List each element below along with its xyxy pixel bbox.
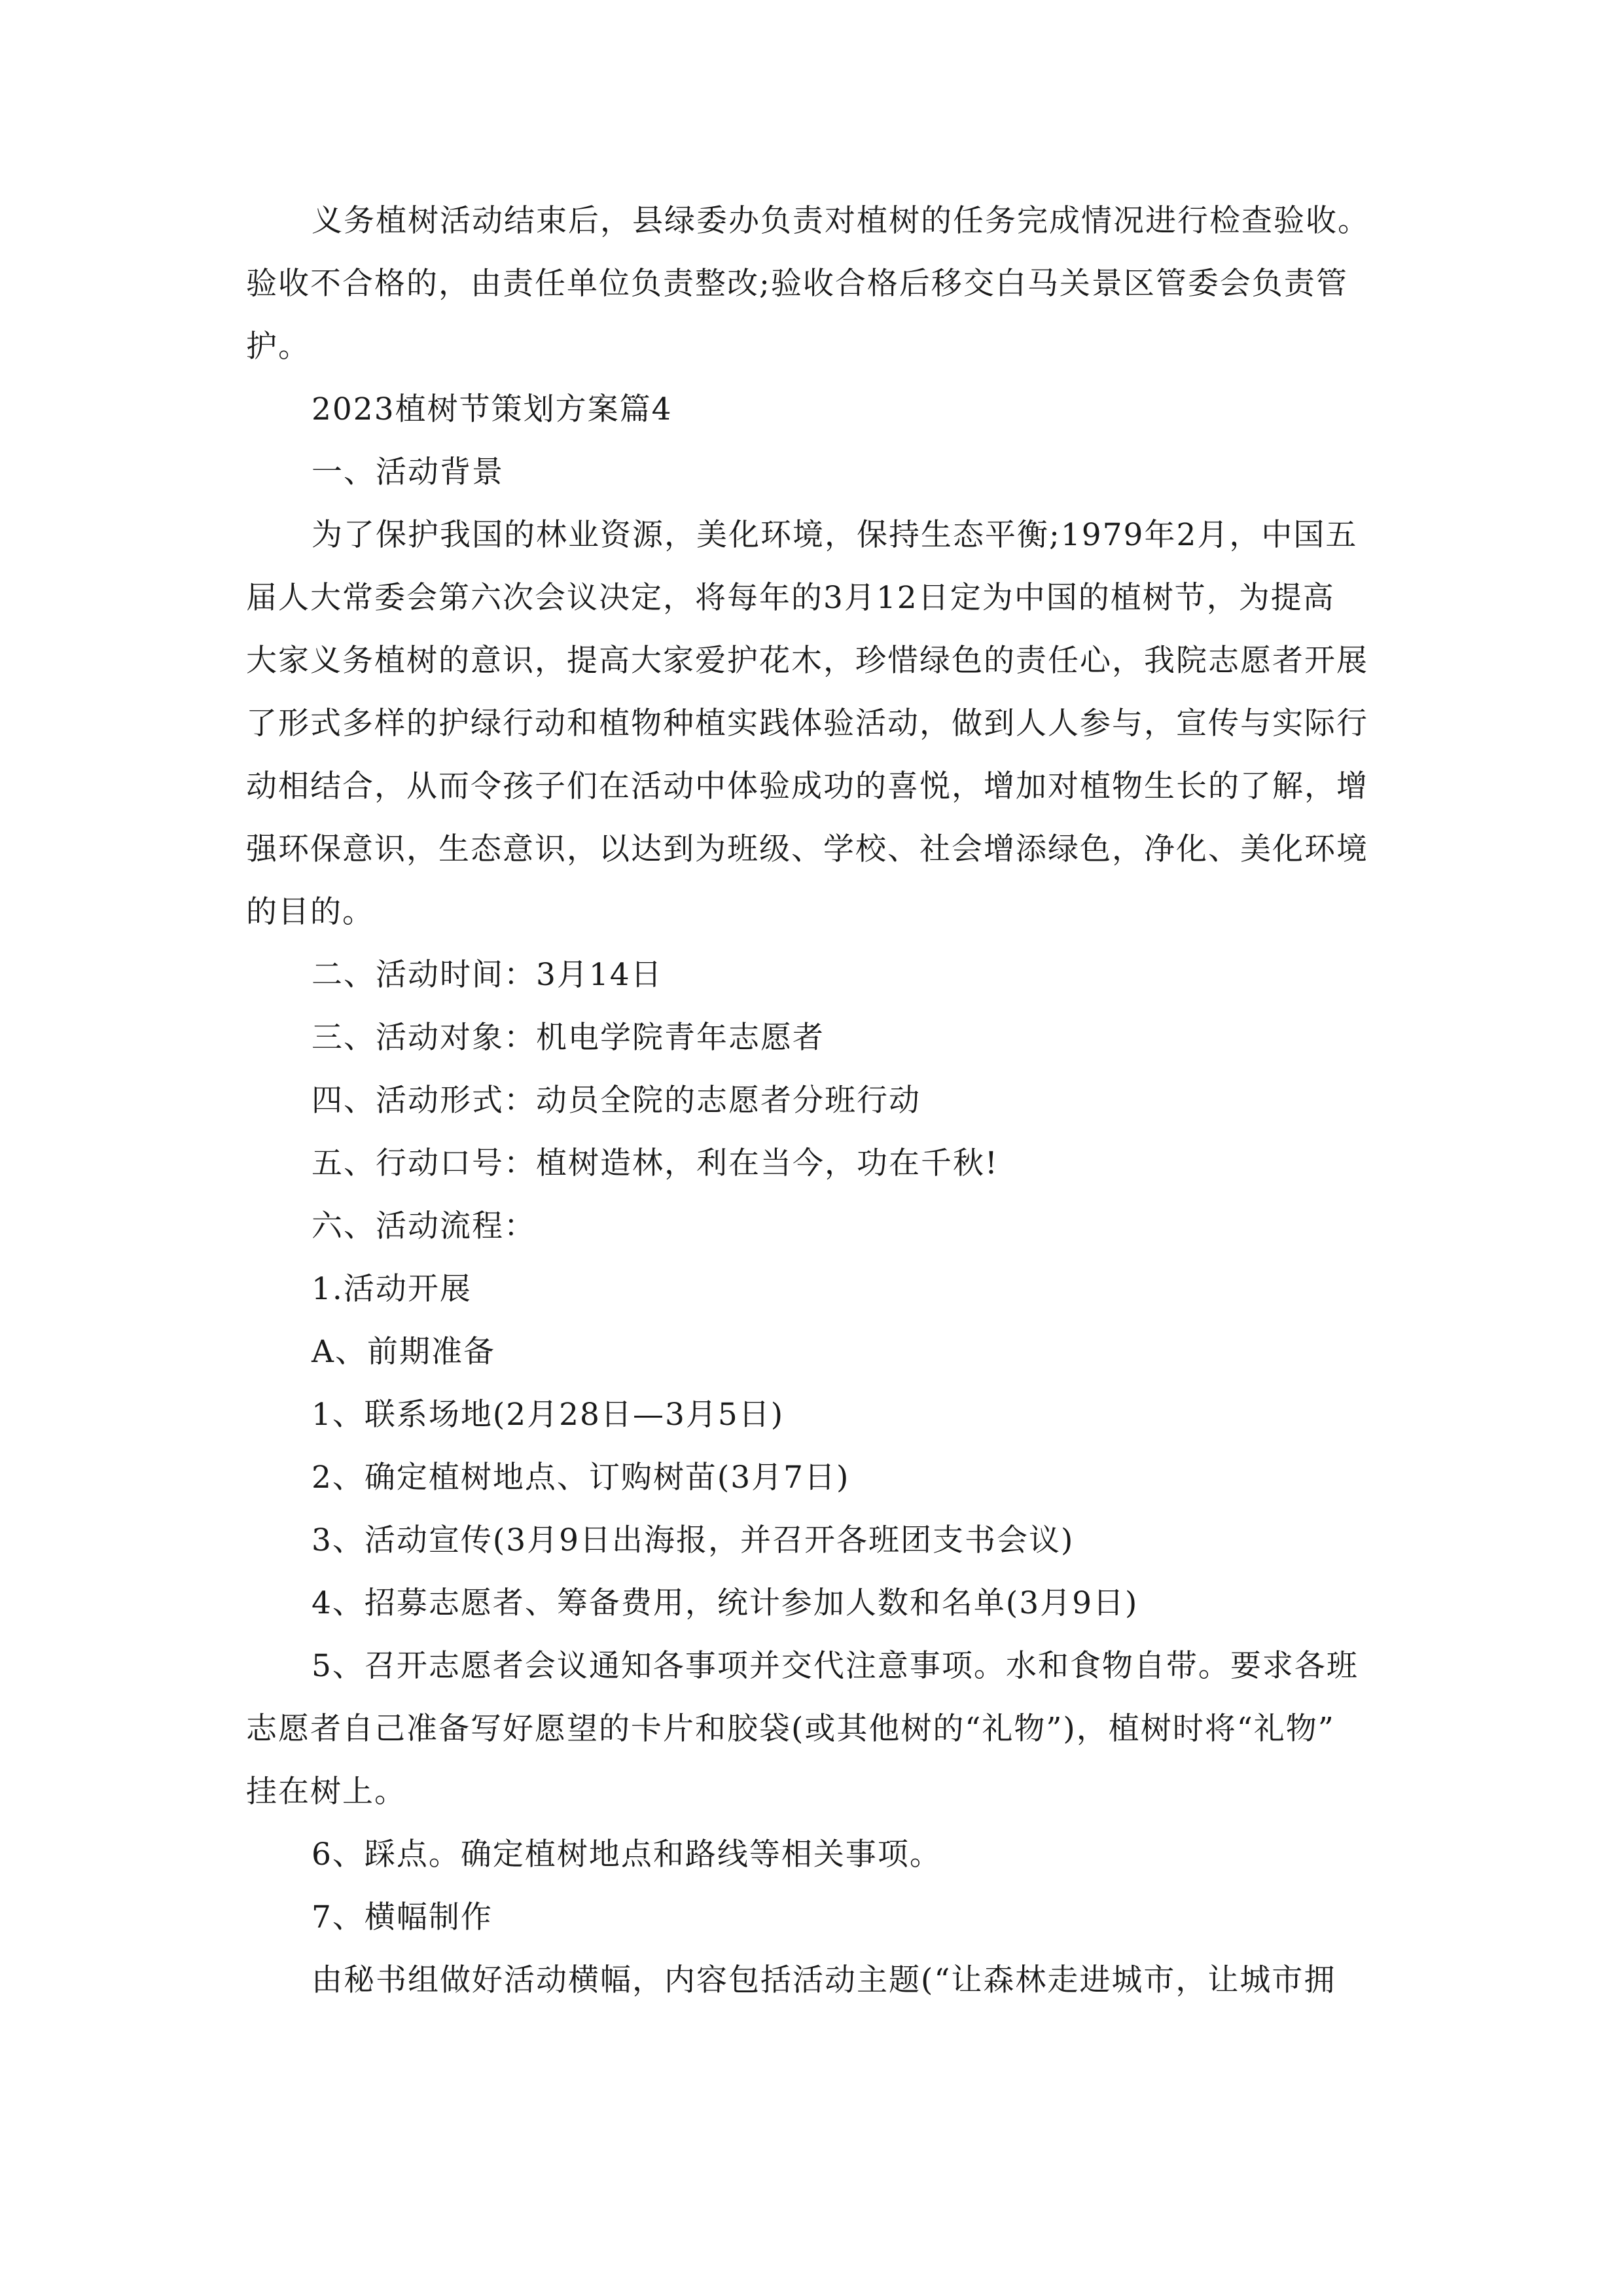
text-line: 四、活动形式：动员全院的志愿者分班行动 [312, 1083, 921, 1119]
text-line: 的目的。 [246, 894, 374, 930]
document-body [246, 190, 1385, 2012]
activity-target [246, 1007, 1385, 1069]
text-line: 7、横幅制作 [312, 1899, 493, 1935]
text-line: 验收不合格的，由责任单位负责整改;验收合格后移交白马关景区管委会负责管 [246, 266, 1348, 302]
heading-background [246, 441, 1385, 504]
text-line: 4、招募志愿者、筹备费用，统计参加人数和名单(3月9日) [312, 1585, 1139, 1621]
text-line: 护。 [246, 329, 310, 365]
text-line: 志愿者自己准备写好愿望的卡片和胶袋(或其他树的“礼物”)，植树时将“礼物” [246, 1711, 1335, 1747]
text-line: 2、确定植树地点、订购树苗(3月7日) [312, 1460, 850, 1496]
text-line: 二、活动时间：3月14日 [312, 957, 663, 993]
text-line: A、前期准备 [312, 1334, 495, 1370]
paragraph-banner [246, 1949, 1385, 2012]
text-line: 5、召开志愿者会议通知各事项并交代注意事项。水和食物自带。要求各班 [312, 1648, 1359, 1684]
prep-heading [246, 1321, 1385, 1384]
text-line: 届人大常委会第六次会议决定，将每年的3月12日定为中国的植树节，为提高 [246, 580, 1335, 616]
text-line: 3、活动宣传(3月9日出海报，并召开各班团支书会议) [312, 1522, 1075, 1558]
text-line: 1.活动开展 [312, 1271, 472, 1307]
slogan [246, 1132, 1385, 1195]
text-line: 2023植树节策划方案篇4 [312, 391, 673, 427]
text-line: 动相结合，从而令孩子们在活动中体验成功的喜悦，增加对植物生长的了解，增 [246, 768, 1368, 804]
text-line: 1、联系场地(2月28日—3月5日) [312, 1397, 785, 1433]
list-item [246, 1384, 1385, 1446]
text-line: 强环保意识，生态意识，以达到为班级、学校、社会增添绿色，净化、美化环境 [246, 831, 1368, 867]
text-line: 了形式多样的护绿行动和植物种植实践体验活动，做到人人参与，宣传与实际行 [246, 706, 1368, 742]
list-item [246, 1572, 1385, 1635]
activity-time [246, 944, 1385, 1007]
text-line: 挂在树上。 [246, 1774, 406, 1810]
list-item [246, 1509, 1385, 1572]
text-line: 为了保护我国的林业资源，美化环境，保持生态平衡;1979年2月，中国五 [312, 517, 1358, 553]
paragraph-acceptance [246, 190, 1385, 378]
activity-form [246, 1069, 1385, 1132]
text-line: 一、活动背景 [312, 454, 504, 490]
text-line: 大家义务植树的意识，提高大家爱护花木，珍惜绿色的责任心，我院志愿者开展 [246, 643, 1368, 679]
list-item [246, 1886, 1385, 1949]
text-line: 由秘书组做好活动横幅，内容包括活动主题(“让森林走进城市，让城市拥 [312, 1962, 1336, 1998]
text-line: 三、活动对象：机电学院青年志愿者 [312, 1020, 825, 1056]
process-heading [246, 1195, 1385, 1258]
step-heading [246, 1258, 1385, 1321]
text-line: 六、活动流程： [312, 1208, 536, 1244]
text-line: 6、踩点。确定植树地点和路线等相关事项。 [312, 1837, 942, 1873]
text-line: 义务植树活动结束后，县绿委办负责对植树的任务完成情况进行检查验收。 [312, 203, 1370, 239]
list-item [246, 1635, 1385, 1823]
paragraph-background [246, 504, 1385, 944]
list-item [246, 1446, 1385, 1509]
text-line: 五、行动口号：植树造林，利在当今，功在千秋! [312, 1145, 999, 1181]
list-item [246, 1823, 1385, 1886]
section-title [246, 378, 1385, 441]
